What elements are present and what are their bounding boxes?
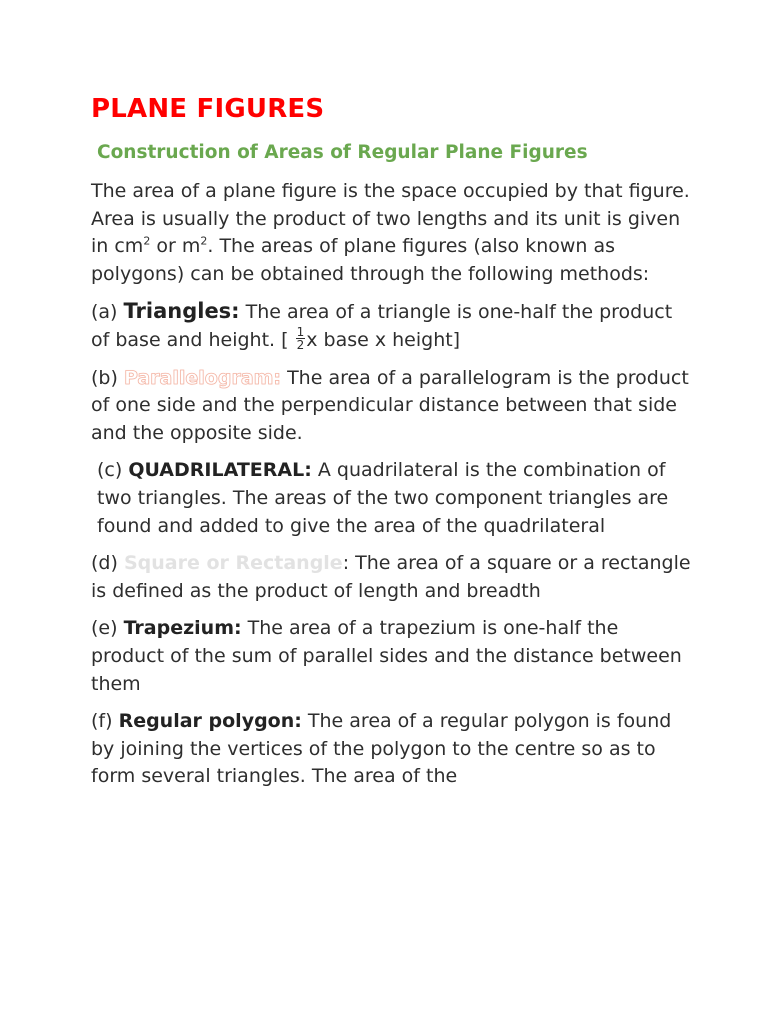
item-label-triangles: Triangles:: [123, 299, 240, 324]
item-text: The area of a trapezium is one-half the product of the sum of parallel sides and the distance between them: [91, 617, 682, 695]
item-formula: x base x height]: [306, 328, 461, 351]
item-text: The area of a regular polygon is found by joining the vertices of the polygon to the centre so as to form several triangles. The area of the: [91, 710, 672, 788]
item-text: The area of a parallelogram is the product of one side and the perpendicular distance between that side and the opposite side.: [91, 366, 689, 444]
item-prefix: (d): [91, 552, 124, 575]
intro-text-1: The area of a plane figure is the space occupied by that figure. Area is usually the product of two lengths and its unit is given in cm: [91, 180, 690, 258]
intro-text-3: . The areas of plane figures (also known as polygons) can be obtained through the following methods:: [91, 235, 650, 285]
fraction-one-half: [296, 326, 306, 351]
item-label-regular-polygon: Regular polygon:: [118, 710, 302, 733]
item-quadrilateral: [91, 457, 691, 540]
item-parallelogram: [91, 365, 691, 448]
superscript-2: 2: [143, 234, 151, 248]
item-text: A quadrilateral is the combination of two triangles. The areas of the two component triangles are found and added to give the area of the quadrilateral: [97, 459, 669, 537]
item-prefix: (e): [91, 617, 124, 640]
page-title: PLANE FIGURES: [91, 94, 325, 124]
item-triangles: [91, 298, 691, 354]
item-label-parallelogram: Parallelogram:: [123, 366, 282, 389]
fraction-denominator: 2: [296, 337, 305, 352]
intro-text-2: or m: [150, 235, 201, 258]
item-label-square-rectangle: Square or Rectangle: [123, 552, 343, 575]
item-prefix: (a): [91, 301, 124, 324]
item-prefix: (f): [91, 710, 119, 733]
section-subtitle: Construction of Areas of Regular Plane Figures: [97, 142, 588, 163]
intro-paragraph: [91, 178, 691, 288]
item-trapezium: [91, 615, 691, 698]
document-page: [91, 92, 691, 791]
item-label-trapezium: Trapezium:: [123, 617, 242, 640]
item-label-quadrilateral: QUADRILATERAL:: [128, 459, 312, 482]
superscript-2: 2: [200, 234, 208, 248]
item-text: : The area of a square or a rectangle is defined as the product of length and breadth: [91, 552, 691, 602]
item-text: The area of a triangle is one-half the product of base and height. [: [91, 301, 673, 351]
item-square-rectangle: [91, 550, 691, 605]
fraction-numerator: 1: [296, 324, 305, 339]
item-prefix: (b): [91, 366, 124, 389]
item-regular-polygon: [91, 708, 691, 791]
item-prefix: (c): [97, 459, 129, 482]
